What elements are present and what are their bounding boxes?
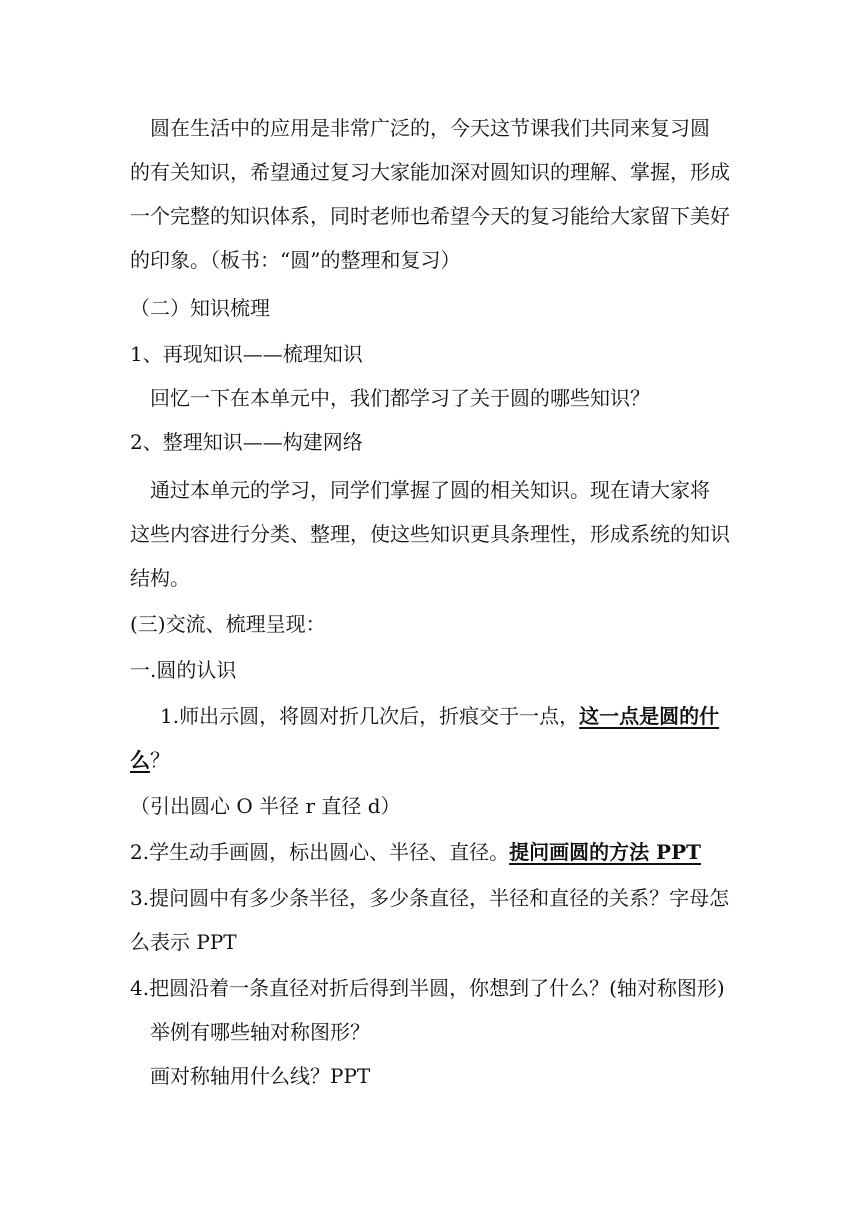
- question-1-mark: ？: [150, 748, 170, 772]
- subsection-circle-recognition: 一.圆的认识: [130, 658, 237, 682]
- question-3-line-2: 么表示 PPT: [130, 930, 237, 954]
- question-1-line-2: [130, 746, 730, 774]
- question-4-line-1: 4.把圆沿着一条直径对折后得到半圆，你想到了什么？(轴对称图形): [130, 976, 725, 1000]
- section-heading-exchange: (三)交流、梳理呈现：: [130, 612, 326, 636]
- item-1-heading: 1、再现知识——梳理知识: [130, 342, 363, 366]
- question-1-text: 1.师出示圆，将圆对折几次后，折痕交于一点，: [160, 704, 580, 728]
- intro-line-2: 的有关知识，希望通过复习大家能加深对圆知识的理解、掌握，形成: [130, 160, 730, 184]
- question-1-emphasis: 这一点是圆的什: [579, 704, 720, 728]
- question-4-line-2: 举例有哪些轴对称图形？: [150, 1020, 370, 1044]
- question-2-emphasis: 提问画圆的方法 PPT: [509, 840, 702, 864]
- section-heading-knowledge-review: （二）知识梳理: [130, 296, 270, 320]
- intro-line-1: 圆在生活中的应用是非常广泛的，今天这节课我们共同来复习圆: [150, 116, 710, 140]
- question-2: [130, 838, 730, 866]
- item-2-body-line-1: 通过本单元的学习，同学们掌握了圆的相关知识。现在请大家将: [150, 478, 710, 502]
- question-4-line-3: 画对称轴用什么线？PPT: [150, 1064, 371, 1088]
- item-1-body: 回忆一下在本单元中，我们都学习了关于圆的哪些知识？: [150, 386, 650, 410]
- question-1-note: （引出圆心 O 半径 r 直径 d）: [130, 794, 401, 818]
- question-2-text: 2.学生动手画圆，标出圆心、半径、直径。: [130, 840, 510, 864]
- intro-line-3: 一个完整的知识体系，同时老师也希望今天的复习能给大家留下美好: [130, 204, 730, 228]
- question-3-line-1: 3.提问圆中有多少条半径，多少条直径，半径和直径的关系？字母怎: [130, 886, 730, 910]
- question-1-emphasis-end: 么: [130, 748, 150, 772]
- item-2-body-line-3: 结构。: [130, 566, 190, 590]
- intro-line-4: 的印象。（板书：“圆”的整理和复习）: [130, 248, 461, 272]
- item-2-body-line-2: 这些内容进行分类、整理，使这些知识更具条理性，形成系统的知识: [130, 522, 730, 546]
- question-1-line-1: [160, 702, 760, 730]
- item-2-heading: 2、整理知识——构建网络: [130, 430, 363, 454]
